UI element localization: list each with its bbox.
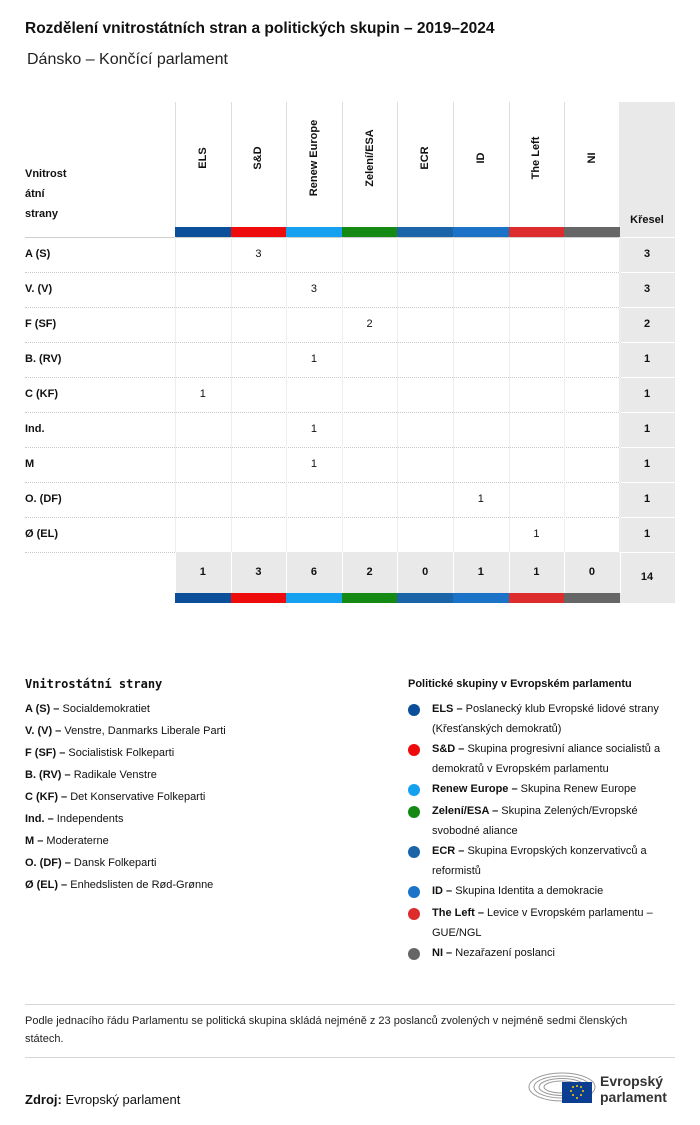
- group-legend-name: Skupina Renew Europe: [520, 783, 637, 795]
- column-separator: [453, 377, 454, 412]
- group-legend-abbr: ECR –: [432, 845, 465, 857]
- column-separator: [397, 377, 398, 412]
- group-color-bar: [453, 227, 509, 237]
- group-legend-title: Politické skupiny v Evropském parlamentu: [408, 678, 632, 690]
- source: [25, 1092, 180, 1107]
- group-color-bar: [286, 227, 342, 237]
- row-separator: [25, 447, 619, 448]
- column-separator: [231, 272, 232, 307]
- group-legend-abbr: ELS –: [432, 703, 463, 715]
- group-legend-item: [432, 779, 677, 799]
- column-separator: [175, 342, 176, 377]
- column-separator: [342, 102, 343, 227]
- total-row-separator: [619, 237, 675, 238]
- group-legend-name: Skupina Evropských konzervativců a reformistů: [432, 845, 647, 877]
- seat-count-cell: 2: [366, 318, 373, 330]
- column-separator: [564, 447, 565, 482]
- group-legend-name: Nezařazení poslanci: [455, 947, 555, 959]
- group-color-dot-icon: [408, 806, 420, 818]
- column-separator: [564, 102, 565, 227]
- column-separator: [342, 447, 343, 482]
- party-row-label: M: [25, 458, 35, 470]
- column-separator: [342, 412, 343, 447]
- row-header-label: átní: [25, 188, 45, 200]
- chart-title: Rozdělení vnitrostátních stran a politických skupin – 2019–2024: [25, 20, 495, 37]
- party-legend-name: Det Konservative Folkeparti: [70, 791, 206, 803]
- column-separator: [175, 482, 176, 517]
- group-legend-name: Skupina progresivní aliance socialistů a demokratů v Evropském parlamentu: [432, 743, 661, 775]
- party-legend-name: Moderaterne: [46, 835, 109, 847]
- group-color-bar: [175, 227, 231, 237]
- column-separator: [342, 272, 343, 307]
- column-separator: [564, 307, 565, 342]
- group-legend-abbr: S&D –: [432, 743, 465, 755]
- group-color-dot-icon: [408, 704, 420, 716]
- group-legend-name: Levice v Evropském parlamentu – GUE/NGL: [432, 907, 653, 939]
- seat-count-cell: 1: [310, 353, 318, 365]
- column-separator: [286, 377, 287, 412]
- group-legend-abbr: The Left –: [432, 907, 484, 919]
- seat-count-cell: 1: [310, 423, 318, 435]
- party-legend-item: [25, 769, 157, 781]
- party-legend-abbr: B. (RV) –: [25, 769, 71, 781]
- logo-text-line: parlament: [600, 1089, 667, 1105]
- group-legend-abbr: ID –: [432, 885, 453, 897]
- column-separator: [397, 342, 398, 377]
- divider: [25, 1004, 675, 1005]
- column-separator: [509, 377, 510, 412]
- party-legend-abbr: F (SF) –: [25, 747, 66, 759]
- column-separator: [342, 377, 343, 412]
- column-separator: [453, 307, 454, 342]
- total-row-separator: [619, 412, 675, 413]
- row-separator: [25, 377, 619, 378]
- group-total-cell: 0: [422, 566, 429, 578]
- row-total-cell: 3: [643, 248, 651, 260]
- group-color-dot-icon: [408, 948, 420, 960]
- group-legend-abbr: Renew Europe –: [432, 783, 518, 795]
- party-legend-abbr: Ø (EL) –: [25, 879, 68, 891]
- column-separator: [397, 237, 398, 272]
- group-header: The Left: [530, 136, 543, 180]
- party-row-label: C (KF): [25, 388, 58, 400]
- party-legend-name: Dansk Folkeparti: [73, 857, 157, 869]
- group-legend-item: [432, 699, 677, 739]
- party-legend-name: Enhedslisten de Rød-Grønne: [70, 879, 214, 891]
- column-separator: [509, 412, 510, 447]
- row-total-cell: 3: [643, 283, 651, 295]
- group-color-bar-bottom: [397, 593, 453, 603]
- column-separator: [175, 272, 176, 307]
- row-separator: [25, 272, 619, 273]
- footnote: Podle jednacího řádu Parlamentu se politická skupina skládá nejméně z 23 poslanců zvolených v nejméně sedmi členských státech.: [25, 1015, 628, 1045]
- column-separator: [286, 482, 287, 517]
- group-header: ELS: [196, 147, 209, 169]
- row-total-cell: 1: [643, 388, 651, 400]
- column-separator: [286, 307, 287, 342]
- group-legend-item: [432, 943, 677, 963]
- group-total-cell: 1: [199, 566, 206, 578]
- column-separator: [509, 307, 510, 342]
- party-row-label: A (S): [25, 248, 51, 260]
- source-label: Zdroj:: [25, 1092, 62, 1107]
- group-color-bar-bottom: [286, 593, 342, 603]
- group-header: ECR: [419, 146, 432, 170]
- party-row-label: Ø (EL): [25, 528, 58, 540]
- total-row-separator: [619, 447, 675, 448]
- seat-count-cell: 3: [310, 283, 318, 295]
- column-separator: [509, 272, 510, 307]
- total-row-separator: [619, 377, 675, 378]
- group-legend-item: [432, 801, 677, 841]
- group-color-bar-bottom: [509, 593, 565, 603]
- total-row-separator: [619, 482, 675, 483]
- group-color-bar: [231, 227, 287, 237]
- row-separator: [25, 237, 619, 238]
- column-separator: [342, 237, 343, 272]
- party-legend-item: [25, 791, 205, 803]
- group-color-bar: [564, 227, 620, 237]
- group-color-dot-icon: [408, 908, 420, 920]
- row-header-label: strany: [25, 208, 59, 220]
- group-total-cell: 1: [477, 566, 484, 578]
- group-legend-item: [432, 841, 677, 881]
- total-row-separator: [619, 272, 675, 273]
- column-separator: [342, 342, 343, 377]
- group-legend-item: [432, 739, 677, 779]
- column-separator: [231, 342, 232, 377]
- group-legend-item: [432, 903, 677, 943]
- column-separator: [231, 447, 232, 482]
- group-color-bar: [342, 227, 398, 237]
- column-separator: [342, 517, 343, 552]
- column-separator: [175, 307, 176, 342]
- column-separator: [397, 102, 398, 227]
- seat-count-cell: 1: [477, 493, 484, 505]
- seat-count-cell: 1: [310, 458, 318, 470]
- column-separator: [397, 482, 398, 517]
- group-color-bar: [509, 227, 565, 237]
- column-separator: [453, 102, 454, 227]
- group-legend-name: Poslanecký klub Evropské lidové strany (Křesťanských demokratů): [432, 703, 659, 735]
- row-separator: [25, 552, 175, 553]
- column-separator: [175, 237, 176, 272]
- column-separator: [564, 272, 565, 307]
- column-separator: [397, 447, 398, 482]
- row-header-label: Vnitrost: [25, 168, 67, 180]
- party-row-label: V. (V): [25, 283, 53, 295]
- column-separator: [453, 272, 454, 307]
- group-color-dot-icon: [408, 846, 420, 858]
- party-legend-name: Socialdemokratiet: [62, 703, 150, 715]
- party-legend-abbr: Ind. –: [25, 813, 54, 825]
- column-separator: [397, 517, 398, 552]
- column-separator: [286, 517, 287, 552]
- party-legend-item: [25, 835, 109, 847]
- party-row-label: Ind.: [25, 423, 45, 435]
- column-separator: [564, 377, 565, 412]
- party-legend-item: [25, 703, 150, 715]
- column-separator: [564, 412, 565, 447]
- group-color-bar-bottom: [453, 593, 509, 603]
- column-separator: [286, 102, 287, 227]
- party-legend-name: Venstre, Danmarks Liberale Parti: [64, 725, 226, 737]
- party-legend-item: [25, 879, 213, 891]
- column-separator: [175, 102, 176, 227]
- party-legend-item: [25, 813, 123, 825]
- group-header: S&D: [252, 146, 265, 170]
- column-separator: [397, 412, 398, 447]
- column-separator: [175, 412, 176, 447]
- column-separator: [509, 447, 510, 482]
- column-separator: [175, 517, 176, 552]
- group-color-dot-icon: [408, 886, 420, 898]
- party-legend-item: [25, 857, 156, 869]
- column-separator: [509, 342, 510, 377]
- party-legend-abbr: O. (DF) –: [25, 857, 71, 869]
- group-legend-abbr: NI –: [432, 947, 453, 959]
- column-separator: [453, 517, 454, 552]
- column-separator: [231, 412, 232, 447]
- row-total-cell: 1: [643, 423, 651, 435]
- row-separator: [25, 482, 619, 483]
- logo-text: [600, 1073, 667, 1105]
- group-header: Renew Europe: [308, 119, 320, 197]
- party-row-label: F (SF): [25, 318, 57, 330]
- group-color-dot-icon: [408, 744, 420, 756]
- column-separator: [231, 482, 232, 517]
- row-total-cell: 1: [643, 528, 651, 540]
- chart-subtitle: Dánsko – Končící parlament: [27, 51, 228, 68]
- total-header: Křesel: [630, 214, 664, 226]
- party-legend-name: Socialistisk Folkeparti: [68, 747, 175, 759]
- group-color-bar-bottom: [342, 593, 398, 603]
- grand-total-cell: 14: [640, 571, 654, 583]
- column-separator: [397, 272, 398, 307]
- group-total-cell: 3: [255, 566, 262, 578]
- column-separator: [453, 237, 454, 272]
- column-separator: [509, 102, 510, 227]
- party-row-label: O. (DF): [25, 493, 62, 505]
- column-separator: [231, 517, 232, 552]
- seat-count-cell: 1: [533, 528, 540, 540]
- column-separator: [453, 342, 454, 377]
- group-color-dot-icon: [408, 784, 420, 796]
- row-separator: [25, 307, 619, 308]
- column-separator: [564, 237, 565, 272]
- party-legend-abbr: V. (V) –: [25, 725, 62, 737]
- party-legend-name: Independents: [56, 813, 124, 825]
- party-legend-abbr: C (KF) –: [25, 791, 68, 803]
- total-row-separator: [619, 517, 675, 518]
- party-legend-name: Radikale Venstre: [73, 769, 157, 781]
- group-total-cell: 1: [533, 566, 540, 578]
- group-legend-item: [432, 881, 677, 901]
- total-row-separator: [619, 552, 675, 553]
- group-header: Zelení/ESA: [363, 129, 376, 187]
- group-legend-abbr: Zelení/ESA –: [432, 805, 499, 817]
- row-total-cell: 1: [643, 353, 651, 365]
- column-separator: [509, 482, 510, 517]
- row-total-cell: 2: [643, 318, 651, 330]
- party-row-label: B. (RV): [25, 353, 62, 365]
- group-color-bar: [397, 227, 453, 237]
- row-total-cell: 1: [643, 493, 651, 505]
- seat-count-cell: 1: [199, 388, 206, 400]
- party-legend-abbr: A (S) –: [25, 703, 60, 715]
- group-color-bar-bottom: [175, 593, 231, 603]
- divider: [25, 1057, 675, 1058]
- column-separator: [231, 377, 232, 412]
- seat-count-cell: 3: [255, 248, 262, 260]
- total-row-separator: [619, 307, 675, 308]
- column-separator: [342, 482, 343, 517]
- group-legend-name: Skupina Zelených/Evropské svobodné aliance: [432, 805, 638, 837]
- party-legend-abbr: M –: [25, 835, 44, 847]
- group-header: NI: [586, 152, 598, 164]
- column-separator: [564, 517, 565, 552]
- row-separator: [25, 342, 619, 343]
- column-separator: [564, 482, 565, 517]
- total-row-separator: [619, 342, 675, 343]
- group-color-bar-bottom: [231, 593, 287, 603]
- logo-text-line: Evropský: [600, 1073, 664, 1089]
- party-legend-item: [25, 747, 174, 759]
- column-separator: [453, 447, 454, 482]
- column-separator: [231, 307, 232, 342]
- party-legend-item: [25, 725, 226, 737]
- group-legend-name: Skupina Identita a demokracie: [455, 885, 604, 897]
- column-separator: [453, 412, 454, 447]
- group-total-cell: 0: [588, 566, 596, 578]
- column-separator: [564, 342, 565, 377]
- group-color-bar-bottom: [564, 593, 620, 603]
- party-legend-title: Vnitrostátní strany: [25, 677, 163, 691]
- column-separator: [286, 237, 287, 272]
- column-separator: [509, 237, 510, 272]
- column-separator: [175, 447, 176, 482]
- column-separator: [397, 307, 398, 342]
- column-separator: [231, 102, 232, 227]
- row-separator: [25, 517, 619, 518]
- source-value: Evropský parlament: [65, 1092, 181, 1107]
- row-total-cell: 1: [643, 458, 651, 470]
- row-separator: [25, 412, 619, 413]
- group-header: ID: [474, 152, 487, 164]
- group-total-cell: 6: [310, 566, 318, 578]
- group-total-cell: 2: [366, 566, 373, 578]
